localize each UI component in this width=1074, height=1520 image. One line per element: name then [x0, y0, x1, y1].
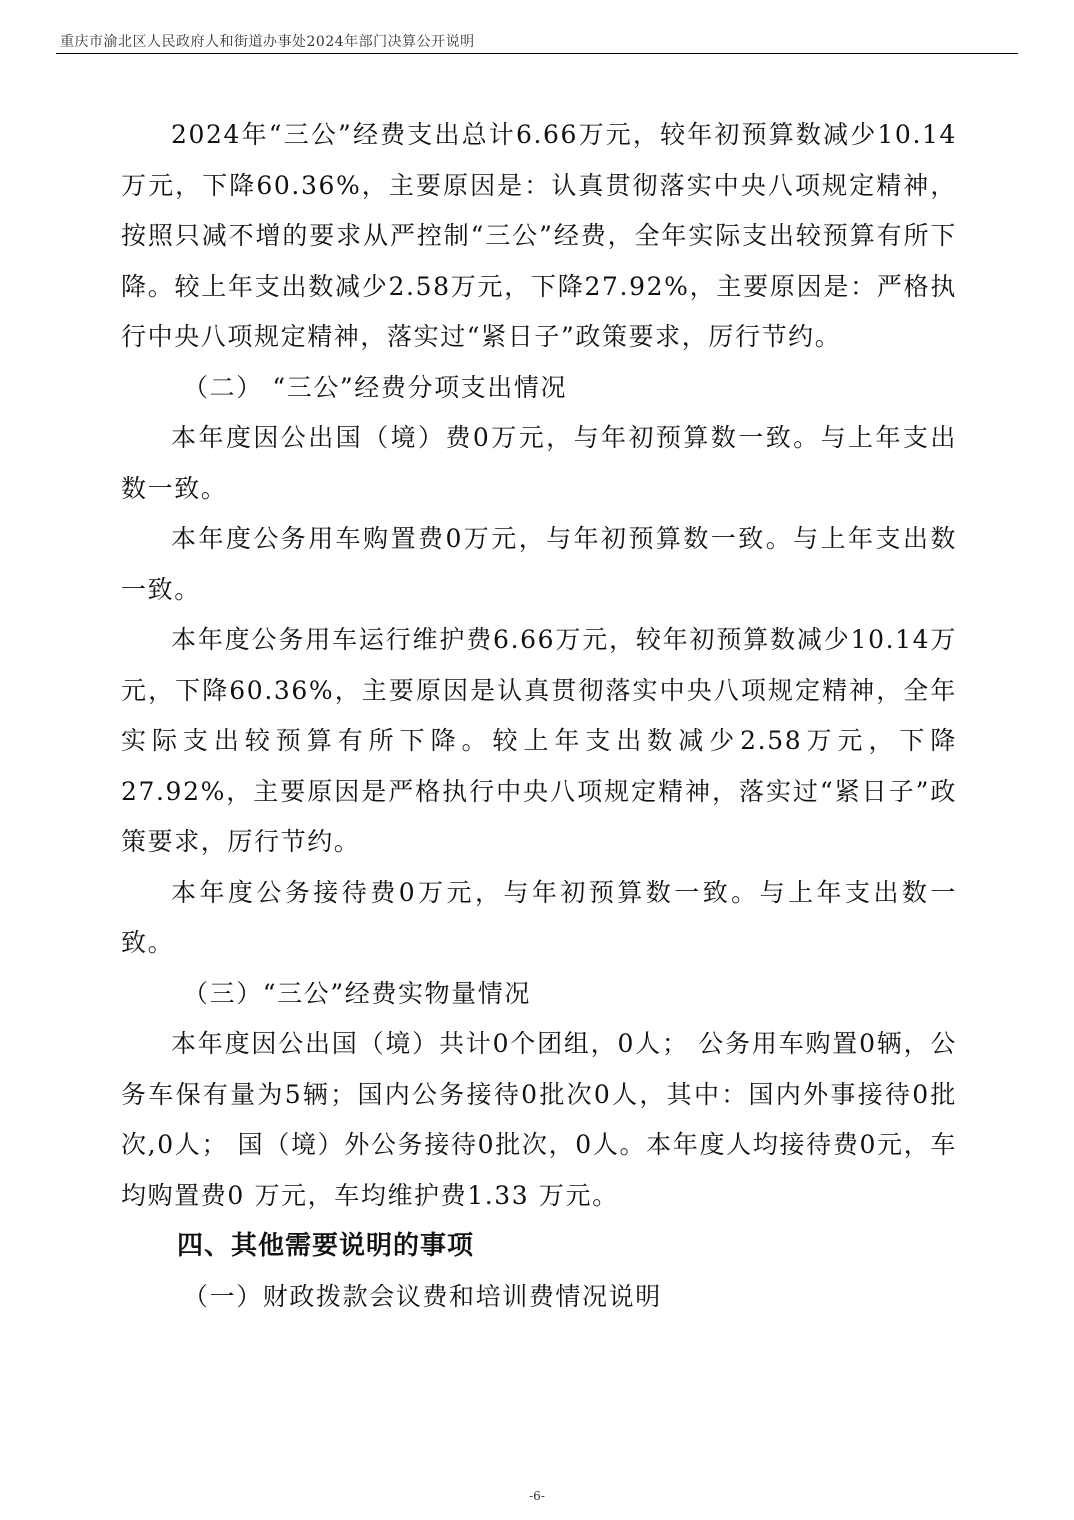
paragraph-vehicle-purchase: 本年度公务用车购置费0万元，与年初预算数一致。与上年支出数一致。	[121, 524, 957, 604]
document-body	[121, 110, 957, 1322]
subheading-physical-quantity: （三）“三公”经费实物量情况	[183, 978, 531, 1008]
paragraph-overseas-travel: 本年度因公出国（境）费0万元，与年初预算数一致。与上年支出数一致。	[121, 423, 957, 503]
paragraph-reception: 本年度公务接待费0万元，与年初预算数一致。与上年支出数一致。	[121, 877, 957, 957]
subheading-itemized-expenses: （二） “三公”经费分项支出情况	[183, 372, 568, 402]
paragraph-three-public-total: 2024年“三公”经费支出总计6.66万元，较年初预算数减少10.14万元，下降60.36%，主要原因是：认真贯彻落实中央八项规定精神，按照只减不增的要求从严控制“三公”经费，全年实际支出较预算有所下降。较上年支出数减少2.58万元，下降27.92%，主要原因是：严格执行中央八项规定精神，落实过“紧日子”政策要求，厉行节约。	[121, 120, 957, 351]
document-header-title: 重庆市渝北区人民政府人和街道办事处2024年部门决算公开说明	[60, 34, 475, 50]
section-heading-other-matters: 四、其他需要说明的事项	[177, 1231, 475, 1261]
paragraph-vehicle-maintenance: 本年度公务用车运行维护费6.66万元，较年初预算数减少10.14万元，下降60.36%，主要原因是认真贯彻落实中央八项规定精神，全年实际支出较预算有所下降。较上年支出数减少2.58万元，下降27.92%，主要原因是严格执行中央八项规定精神，落实过“紧日子”政策要求，厉行节约。	[121, 625, 957, 856]
header-divider	[56, 53, 1018, 54]
paragraph-physical-quantity: 本年度因公出国（境）共计0个团组，0人； 公务用车购置0辆，公务车保有量为5辆；国内公务接待0批次0人，其中：国内外事接待0批次,0人； 国（境）外公务接待0批次，0人。本年度人均接待费0元，车均购置费0 万元，车均维护费1.33 万元。	[121, 1029, 957, 1210]
page-number: -6-	[529, 1489, 545, 1503]
subheading-meeting-training: （一）财政拨款会议费和培训费情况说明	[183, 1281, 662, 1311]
